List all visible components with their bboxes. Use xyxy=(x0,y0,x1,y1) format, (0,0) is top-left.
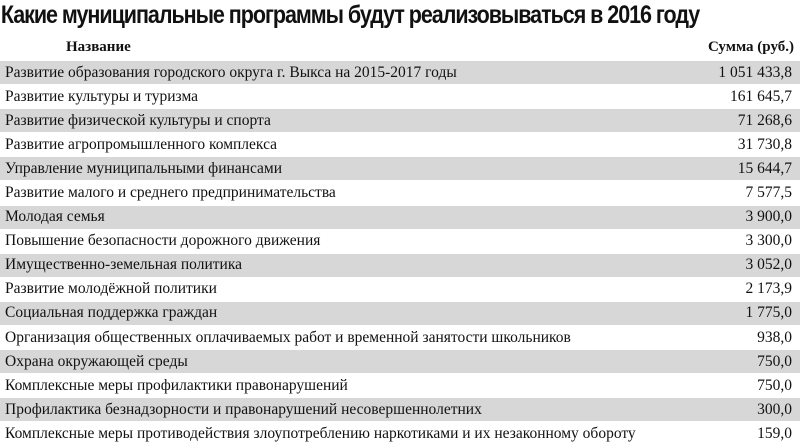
table-row xyxy=(0,85,800,108)
table-row xyxy=(0,230,800,253)
program-sum: 750,0 xyxy=(757,377,800,395)
program-sum: 1 051 433,8 xyxy=(718,64,800,82)
program-sum: 300,0 xyxy=(757,401,800,419)
program-sum: 938,0 xyxy=(757,329,800,347)
program-name: Развитие молодёжной политики xyxy=(0,280,217,298)
table-row xyxy=(0,350,800,373)
program-name: Развитие образования городского округа г. Выкса на 2015-2017 годы xyxy=(0,64,457,82)
program-sum: 159,0 xyxy=(757,425,800,443)
program-name: Организация общественных оплачиваемых работ и временной занятости школьников xyxy=(0,329,571,347)
program-sum: 7 577,5 xyxy=(746,184,800,202)
program-sum: 15 644,7 xyxy=(738,160,800,178)
program-name: Развитие физической культуры и спорта xyxy=(0,112,271,130)
column-header-sum: Сумма (руб.) xyxy=(708,39,800,56)
table-row xyxy=(0,109,800,132)
table-header xyxy=(0,34,800,61)
program-sum: 750,0 xyxy=(757,353,800,371)
program-sum: 3 900,0 xyxy=(746,208,800,226)
program-name: Профилактика безнадзорности и правонарушений несовершеннолетних xyxy=(0,401,482,419)
table-row xyxy=(0,157,800,180)
program-sum: 3 052,0 xyxy=(746,256,800,274)
program-name: Развитие малого и среднего предпринимательства xyxy=(0,184,336,202)
column-header-name: Название xyxy=(0,39,131,56)
program-name: Комплексные меры профилактики правонарушений xyxy=(0,377,348,395)
table-row xyxy=(0,181,800,204)
table-row xyxy=(0,61,800,84)
program-name: Комплексные меры противодействия злоупотреблению наркотиками и их незаконному обороту xyxy=(0,425,636,443)
programs-table xyxy=(0,61,800,445)
program-name: Развитие агропромышленного комплекса xyxy=(0,136,277,154)
program-name: Повышение безопасности дорожного движения xyxy=(0,232,320,250)
program-sum: 161 645,7 xyxy=(730,88,800,106)
table-row xyxy=(0,374,800,397)
program-name: Социальная поддержка граждан xyxy=(0,304,217,322)
table-row xyxy=(0,302,800,325)
table-row xyxy=(0,422,800,445)
table-row xyxy=(0,398,800,421)
program-sum: 2 173,9 xyxy=(746,280,800,298)
program-name: Молодая семья xyxy=(0,208,105,226)
program-name: Имущественно-земельная политика xyxy=(0,256,242,274)
table-row xyxy=(0,254,800,277)
table-row xyxy=(0,133,800,156)
page-title: Какие муниципальные программы будут реализовываться в 2016 году xyxy=(0,0,688,34)
program-sum: 31 730,8 xyxy=(738,136,800,154)
program-name: Охрана окружающей среды xyxy=(0,353,188,371)
program-sum: 3 300,0 xyxy=(746,232,800,250)
program-name: Управление муниципальными финансами xyxy=(0,160,282,178)
program-sum: 71 268,6 xyxy=(738,112,800,130)
table-row xyxy=(0,326,800,349)
program-name: Развитие культуры и туризма xyxy=(0,88,198,106)
table-row xyxy=(0,278,800,301)
table-row xyxy=(0,206,800,229)
program-sum: 1 775,0 xyxy=(746,304,800,322)
